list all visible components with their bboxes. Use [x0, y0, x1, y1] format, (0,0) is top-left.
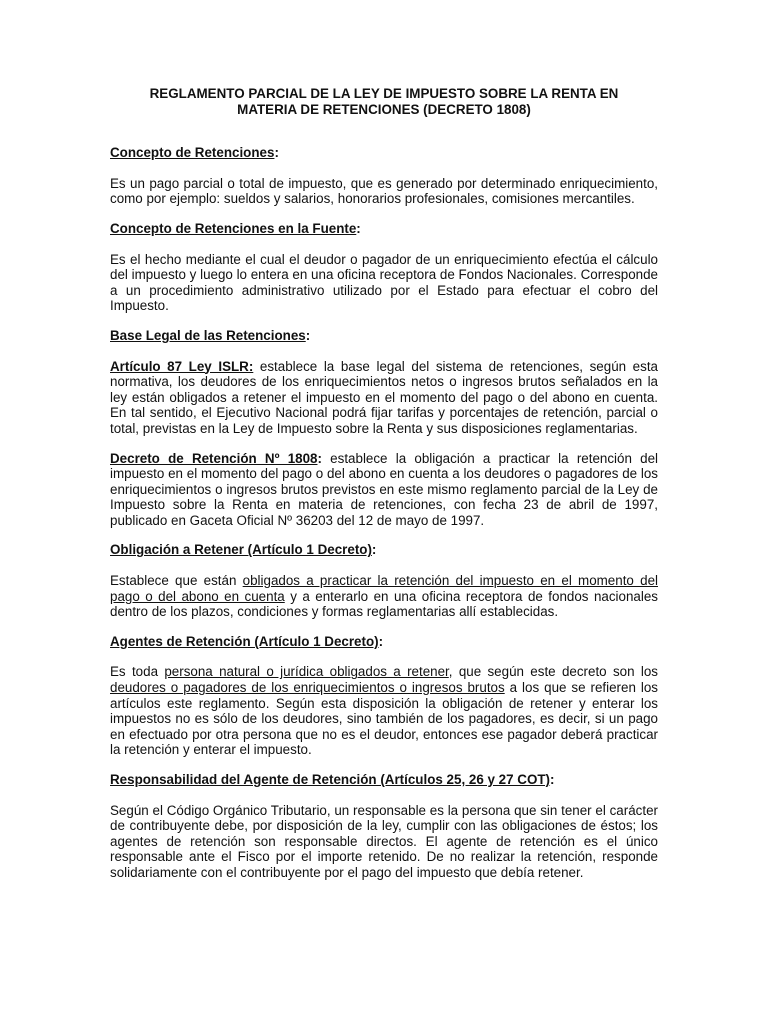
heading-colon: :: [305, 327, 311, 343]
paragraph-lead: Artículo 87 Ley ISLR:: [110, 358, 254, 374]
paragraph-obligacion: [110, 573, 658, 620]
heading-colon: :: [371, 542, 377, 558]
paragraph-concepto: Es un pago parcial o total de impuesto, que es generado por determinado enriquecimiento, como por ejemplo: sueldos y salarios, honorarios profesionales, comisiones mercantiles.: [110, 175, 658, 207]
heading-text: Agentes de Retención (Artículo 1 Decreto): [110, 633, 379, 649]
underlined-phrase: obligados a practicar la retención del impuesto en el momento del pago o del abono en cuenta: [110, 573, 658, 604]
paragraph-text: establece la base legal del sistema de retenciones, según esta normativa, los deudores de los enriquecimientos netos o ingresos brutos señalados en la ley están obligados a retener el impuesto en el momento del pago o del abono en cuenta. En tal sentido, el Ejecutivo Nacional podrá fijar tarifas y porcentajes de retención, parcial o total, previstas en la Ley de Impuesto sobre la Renta y sus disposiciones reglamentarias.: [110, 358, 658, 436]
section-heading-agentes: [110, 634, 658, 650]
paragraph-lead: Decreto de Retención Nº 1808: [110, 450, 318, 466]
paragraph-text: a los que se refieren los artículos este reglamento. Según esta disposición la obligación de retener y enterar los impuestos no es sólo de los deudores, sino también de los pagadores, es decir, si un pago en efectuado por otra persona que no es el deudor, entonces ese pagador deberá practicar la retención y enterar el impuesto.: [110, 680, 658, 758]
paragraph-lead-colon: :: [317, 450, 322, 466]
paragraph-articulo-87: [110, 359, 658, 437]
section-heading-responsabilidad: [110, 772, 658, 788]
paragraph-text: , que según este decreto son los: [448, 664, 658, 680]
paragraph-fuente: Es el hecho mediante el cual el deudor o pagador de un enriquecimiento efectúa el cálculo del impuesto y luego lo entera en una oficina receptora de Fondos Nacionales. Corresponde a un procedimiento administrativo utilizado por el Estado para efectuar el cobro del Impuesto.: [110, 251, 658, 314]
heading-text: Obligación a Retener (Artículo 1 Decreto): [110, 542, 372, 558]
heading-colon: :: [378, 633, 384, 649]
paragraph-decreto-1808: [110, 451, 658, 529]
heading-text: Base Legal de las Retenciones: [110, 327, 306, 343]
paragraph-text: y a enterarlo en una oficina receptora de fondos nacionales dentro de los plazos, condiciones y formas reglamentarias allí establecidas.: [110, 588, 658, 620]
section-heading-fuente: [110, 221, 658, 237]
paragraph-responsabilidad: Según el Código Orgánico Tributario, un responsable es la persona que sin tener el carácter de contribuyente debe, por disposición de la ley, cumplir con las obligaciones de éstos; los agentes de retención son responsable directos. El agente de retención es el único responsable ante el Fisco por el importe retenido. De no realizar la retención, responde solidariamente con el contribuyente por el pago del impuesto que debía retener.: [110, 802, 658, 880]
underlined-phrase: deudores o pagadores de los enriquecimientos o ingresos brutos: [110, 680, 505, 696]
section-heading-base-legal: [110, 328, 658, 344]
section-heading-obligacion: [110, 542, 658, 558]
underlined-phrase: persona natural o jurídica obligados a retener: [164, 664, 449, 680]
paragraph-text: Establece que están: [110, 573, 243, 589]
heading-colon: :: [356, 220, 361, 236]
heading-colon: :: [550, 772, 555, 787]
paragraph-agentes: [110, 664, 658, 758]
document-title: REGLAMENTO PARCIAL DE LA LEY DE IMPUESTO SOBRE LA RENTA EN MATERIA DE RETENCIONES (DECRETO 1808): [149, 86, 619, 117]
heading-text: Responsabilidad del Agente de Retención (Artículos 25, 26 y 27 COT): [110, 772, 551, 787]
paragraph-text: Es toda: [110, 664, 165, 680]
heading-text: Concepto de Retenciones en la Fuente: [110, 220, 357, 236]
paragraph-text: establece la obligación a practicar la retención del impuesto en el momento del pago o del abono en cuenta a los deudores o pagadores de los enriquecimientos o ingresos brutos previstos en este mismo reglamento parcial de la Ley de Impuesto sobre la Renta en materia de retenciones, con fecha 23 de abril de 1997, publicado en Gaceta Oficial Nº 36203 del 12 de mayo de 1997.: [110, 450, 658, 528]
heading-text: Concepto de Retenciones: [110, 145, 275, 161]
heading-colon: :: [274, 145, 279, 161]
section-heading-concepto: [110, 145, 658, 161]
